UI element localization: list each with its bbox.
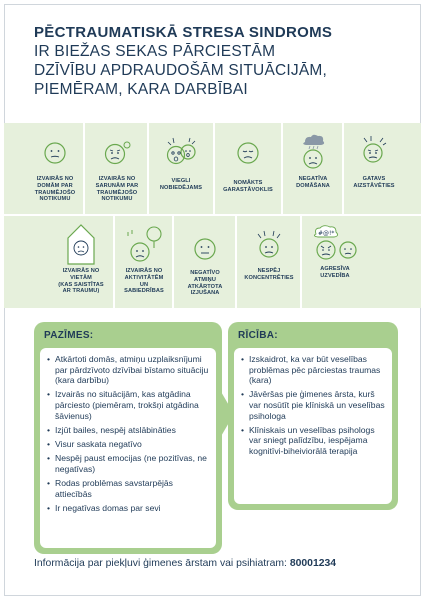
footer-text: Informācija par piekļuvi ģimenes ārstam vai psihiatram: (34, 558, 290, 569)
symptom-label: NOMĀKTS GARASTĀVOKLIS (223, 180, 273, 193)
symptom-label: IZVAIRĀS NO SARUNĀM PAR TRAUMĒJOŠO NOTIKUMU (95, 176, 139, 203)
startled-faces-icon (164, 134, 198, 168)
symptom-label: NEGATĪVA DOMĀŠANA (296, 176, 330, 189)
symptom-label: IZVAIRĀS NO VIETĀM (KAS SAISTĪTAS AR TRAUMU) (58, 268, 104, 295)
symptom-label: NESPĒJ KONCENTRĒTIES (244, 268, 294, 281)
symptom-label: AGRESĪVA UZVEDĪBA (320, 266, 350, 279)
actions-panel (228, 322, 398, 510)
title-line-3: DZĪVĪBU APDRAUDOŠĀM SITUĀCIJĀM, (34, 62, 327, 79)
title-line-4: PIEMĒRAM, KARA DARBĪBAI (34, 81, 248, 98)
irritated-face-icon (359, 134, 389, 166)
symptom-item (344, 134, 404, 190)
symptom-label: GATAVS AIZSTĀVĒTIES (353, 176, 395, 189)
list-item: • Izskaidrot, ka var būt veselības problēmas pēc pārciestas traumas (kara) (240, 354, 386, 386)
neutral-face-thought-icon (42, 140, 68, 166)
list-item: • Ir negatīvas domas par sevi (46, 503, 210, 514)
list-item: • Izjūt bailes, nespēj atslābināties (46, 425, 210, 436)
symptom-label: NEGATĪVO ATMIŅU ATKĀRTOTA IZJUŠANA (187, 270, 223, 297)
signs-list-container (40, 348, 216, 548)
actions-heading: RĪCĪBA: (238, 330, 278, 341)
signs-panel (34, 322, 222, 554)
tired-face-icon (235, 140, 261, 166)
list-item: • Klīniskais un veselības psihologs var sniegt palīdzību, iespējama kognitīvi-biheiviorālā terapija (240, 425, 386, 457)
symptom-item (24, 140, 86, 203)
title-line-2: IR BIEŽAS SEKAS PĀRCIESTĀM (34, 43, 276, 60)
actions-list (234, 348, 392, 457)
symptom-item (302, 224, 368, 280)
flat-face-icon (192, 236, 218, 262)
angry-faces-icon (308, 224, 362, 264)
distracted-face-icon (253, 228, 285, 262)
symptom-item (284, 132, 342, 190)
list-item: • Atkārtoti domās, atmiņu uzplaiksnījumi par pārdzīvoto dzīvībai bīstamo situāciju (kara darbību) (46, 354, 210, 386)
withdrawn-face-icon (124, 222, 164, 266)
signs-heading: PAZĪMES: (44, 330, 94, 341)
signs-list (40, 348, 216, 513)
symptom-item (176, 236, 234, 297)
symptom-item (216, 140, 280, 194)
symptom-label: IZVAIRĀS NO DOMĀM PAR TRAUMĒJOŠO NOTIKUMU (34, 176, 76, 203)
svg-text:#@!*: #@!* (318, 230, 335, 237)
symptom-item (88, 140, 146, 203)
footer-info (34, 558, 336, 569)
list-item: • Rodas problēmas savstarpējās attiecībās (46, 478, 210, 499)
phone-number: 80001234 (289, 558, 337, 569)
symptom-item (50, 222, 112, 295)
symptom-item (238, 228, 300, 282)
symptom-label: VIEGLI NOBIEDĒJAMS (159, 178, 203, 191)
symptom-item (116, 222, 172, 295)
list-item: • Nespēj paust emocijas (ne pozitīvas, ne negatīvas) (46, 453, 210, 474)
list-item: • Jāvēršas pie ģimenes ārsta, kurš var nosūtīt pie klīniskā un veselības psihologa (240, 389, 386, 421)
list-item: • Izvairās no situācijām, kas atgādina pārciesto (piemēram, trokšņi atgādina šāvienus) (46, 389, 210, 421)
list-item: • Visur saskata negatīvo (46, 439, 210, 450)
page-title (34, 24, 404, 99)
actions-list-container (234, 348, 392, 504)
symptom-label: IZVAIRĀS NO AKTIVITĀTĒM UN SABIEDRĪBAS (124, 268, 164, 295)
house-face-icon (64, 222, 98, 266)
storm-cloud-face-icon (298, 132, 328, 170)
symptom-item (150, 134, 212, 192)
worried-face-thought-icon (102, 140, 132, 166)
title-line-1: PĒCTRAUMATISKĀ STRESA SINDROMS (34, 24, 333, 41)
